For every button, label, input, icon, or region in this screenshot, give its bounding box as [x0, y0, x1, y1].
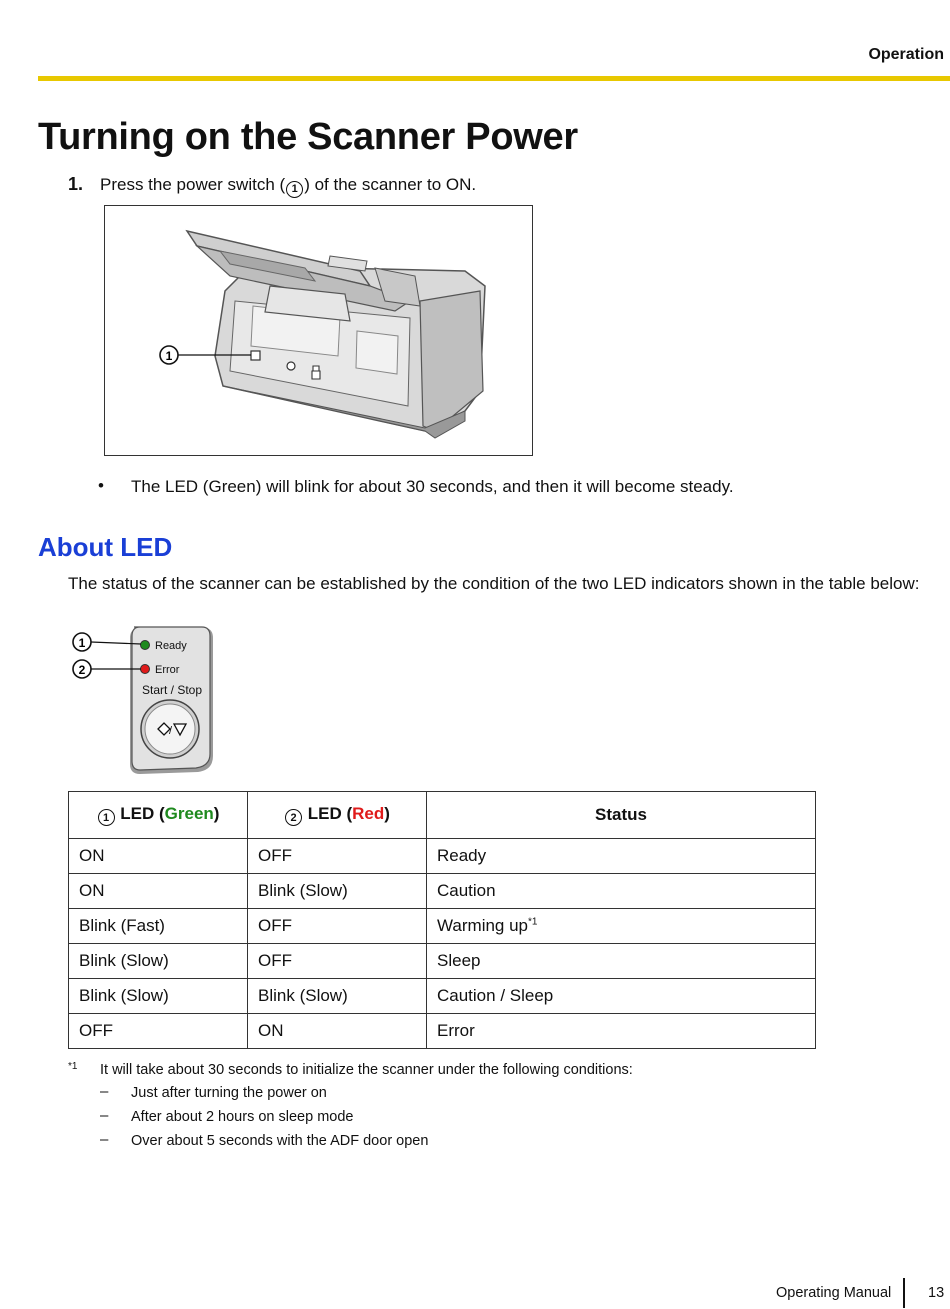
footer-manual-label: Operating Manual	[776, 1285, 892, 1301]
scanner-drawing	[105, 206, 532, 455]
cell-green: ON	[69, 874, 248, 909]
table-row	[69, 874, 816, 909]
cell-status: Ready	[427, 839, 816, 874]
dash-mark: –	[100, 1131, 109, 1148]
section-label: Operation	[868, 46, 944, 63]
step-number: 1.	[68, 174, 84, 194]
header-status: Status	[427, 792, 816, 839]
footnote-mark: *1	[68, 1061, 78, 1072]
scanner-illustration	[104, 205, 533, 456]
led-panel-illustration	[70, 624, 220, 776]
footnote-item: Over about 5 seconds with the ADF door open	[131, 1133, 429, 1149]
footnote-text: It will take about 30 seconds to initialize the scanner under the following conditions:	[100, 1062, 633, 1078]
scanner-callout-1: 1	[165, 349, 173, 363]
cell-status: Warming $up^{*1}$	[427, 909, 816, 944]
step-text: Press the power switch ( 1 ) of the scanner to ON.	[100, 175, 476, 198]
cell-red: ON	[248, 1014, 427, 1049]
cell-green: ON	[69, 839, 248, 874]
intro-paragraph: The status of the scanner can be established by the condition of the two LED indicators shown in the table below:	[68, 574, 920, 593]
header-led-red: 2 LED (Red)	[248, 792, 427, 839]
footnote-item: Just after turning the power on	[131, 1085, 327, 1101]
cell-green: Blink (Slow)	[69, 979, 248, 1014]
error-label: Error	[155, 664, 180, 676]
header-led-green: 1 LED (Green)	[69, 792, 248, 839]
led-panel-drawing	[70, 624, 220, 776]
cell-red: OFF	[248, 944, 427, 979]
cell-green: Blink (Slow)	[69, 944, 248, 979]
table-header-row	[69, 792, 816, 839]
header-rule	[38, 76, 950, 81]
cell-status: Error	[427, 1014, 816, 1049]
dash-mark: –	[100, 1107, 109, 1124]
table-row	[69, 909, 816, 944]
start-stop-label: Start / Stop	[142, 683, 203, 697]
cell-red: Blink (Slow)	[248, 979, 427, 1014]
footnote-item: After about 2 hours on sleep mode	[131, 1109, 354, 1125]
callout-1-icon: 1	[286, 181, 303, 198]
cell-status: Sleep	[427, 944, 816, 979]
table-row	[69, 1014, 816, 1049]
cell-status: Caution / Sleep	[427, 979, 816, 1014]
bullet-text: The LED (Green) will blink for about 30 seconds, and then it will become steady.	[131, 477, 734, 496]
cell-green: OFF	[69, 1014, 248, 1049]
table-row	[69, 839, 816, 874]
footnote-ref: *1	[528, 916, 538, 928]
page-number: 13	[928, 1285, 945, 1301]
cell-green: Blink (Fast)	[69, 909, 248, 944]
cell-red: OFF	[248, 909, 427, 944]
table-row	[69, 979, 816, 1014]
svg-text:/: /	[169, 725, 173, 737]
cell-red: Blink (Slow)	[248, 874, 427, 909]
page-title: Turning on the Scanner Power	[38, 116, 578, 158]
cell-status: Caution	[427, 874, 816, 909]
section-heading-about-led: About LED	[38, 532, 173, 562]
panel-callout-1: 1	[78, 636, 86, 650]
dash-mark: –	[100, 1083, 109, 1100]
panel-callout-2: 2	[78, 663, 86, 677]
callout-1-icon: 1	[98, 809, 115, 826]
bullet-mark: •	[98, 476, 104, 495]
footer-divider	[903, 1278, 905, 1308]
led-status-table	[68, 791, 816, 1049]
callout-2-icon: 2	[285, 809, 302, 826]
ready-label: Ready	[155, 640, 187, 652]
table-row	[69, 944, 816, 979]
cell-red: OFF	[248, 839, 427, 874]
